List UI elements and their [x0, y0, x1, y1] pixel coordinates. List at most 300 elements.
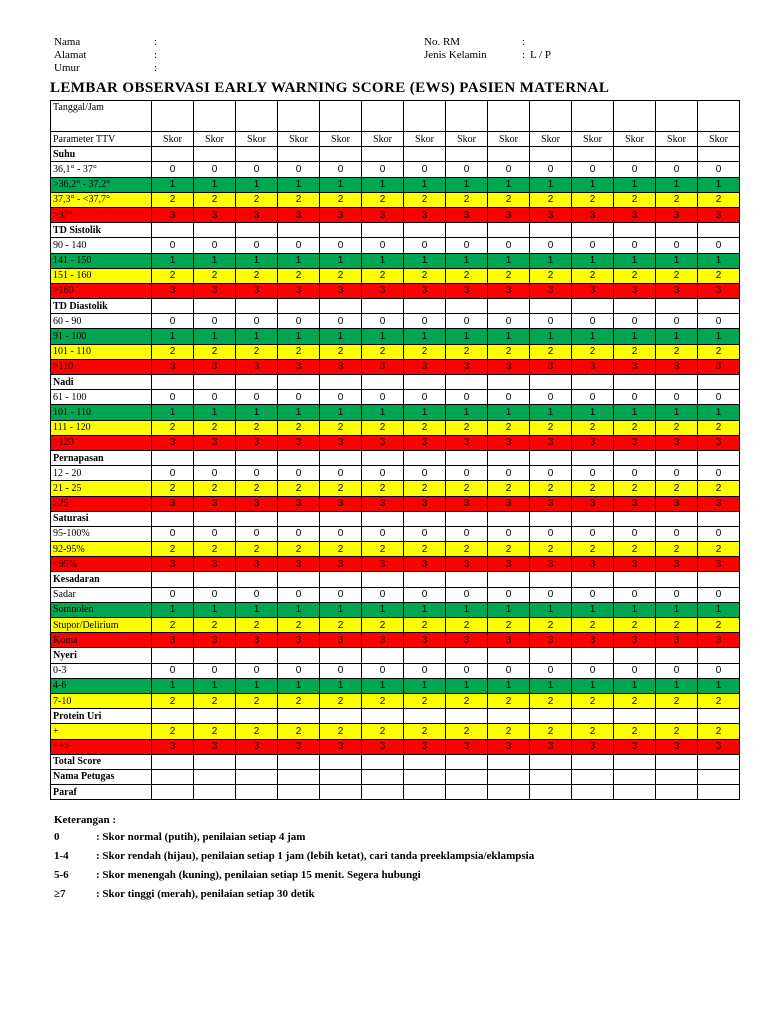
score-cell[interactable]: 3 — [656, 283, 698, 298]
score-cell[interactable]: 3 — [236, 207, 278, 222]
score-cell[interactable]: 2 — [194, 724, 236, 739]
score-cell[interactable]: 3 — [404, 359, 446, 374]
score-cell[interactable]: 3 — [152, 633, 194, 648]
score-cell[interactable]: 0 — [320, 162, 362, 177]
score-cell[interactable]: 2 — [572, 268, 614, 283]
score-cell[interactable]: 0 — [572, 587, 614, 602]
score-cell[interactable]: 1 — [236, 329, 278, 344]
date-entry-cell[interactable] — [278, 101, 320, 132]
score-cell[interactable]: 0 — [698, 587, 740, 602]
score-cell[interactable]: 3 — [236, 557, 278, 572]
score-cell[interactable]: 1 — [404, 253, 446, 268]
score-cell[interactable]: 1 — [362, 253, 404, 268]
score-cell[interactable]: 2 — [530, 192, 572, 207]
score-cell[interactable]: 2 — [530, 618, 572, 633]
score-cell[interactable]: 0 — [152, 314, 194, 329]
score-cell[interactable]: 2 — [656, 192, 698, 207]
score-cell[interactable]: 1 — [698, 177, 740, 192]
score-cell[interactable]: 2 — [488, 542, 530, 557]
score-cell[interactable]: 0 — [362, 466, 404, 481]
score-cell[interactable]: 1 — [236, 602, 278, 617]
score-cell[interactable]: 2 — [320, 724, 362, 739]
score-cell[interactable]: 1 — [572, 253, 614, 268]
score-cell[interactable]: 3 — [530, 633, 572, 648]
score-cell[interactable]: 1 — [194, 602, 236, 617]
date-entry-cell[interactable] — [656, 101, 698, 132]
score-cell[interactable]: 3 — [404, 207, 446, 222]
score-cell[interactable]: 0 — [530, 526, 572, 541]
score-cell[interactable]: 3 — [530, 496, 572, 511]
score-cell[interactable]: 1 — [656, 602, 698, 617]
score-cell[interactable]: 1 — [488, 329, 530, 344]
score-cell[interactable]: 0 — [656, 390, 698, 405]
score-cell[interactable]: 2 — [404, 268, 446, 283]
score-cell[interactable]: 3 — [236, 435, 278, 450]
score-cell[interactable]: 3 — [446, 359, 488, 374]
score-cell[interactable]: 2 — [362, 192, 404, 207]
score-cell[interactable]: 3 — [278, 633, 320, 648]
score-cell[interactable]: 2 — [698, 420, 740, 435]
score-cell[interactable]: 3 — [446, 207, 488, 222]
score-cell[interactable]: 1 — [320, 602, 362, 617]
score-cell[interactable]: 3 — [614, 359, 656, 374]
score-cell[interactable]: 2 — [614, 481, 656, 496]
score-cell[interactable]: 0 — [194, 466, 236, 481]
score-cell[interactable]: 3 — [194, 496, 236, 511]
score-cell[interactable]: 2 — [362, 542, 404, 557]
score-cell[interactable]: 2 — [446, 618, 488, 633]
score-cell[interactable]: 2 — [488, 618, 530, 633]
score-cell[interactable]: 2 — [194, 481, 236, 496]
score-cell[interactable]: 3 — [698, 496, 740, 511]
score-cell[interactable]: 2 — [488, 724, 530, 739]
score-cell[interactable]: 0 — [656, 314, 698, 329]
score-cell[interactable]: 3 — [614, 435, 656, 450]
score-cell[interactable]: 2 — [698, 268, 740, 283]
score-cell[interactable]: 3 — [404, 633, 446, 648]
score-cell[interactable]: 2 — [446, 481, 488, 496]
score-cell[interactable]: 0 — [488, 238, 530, 253]
date-entry-cell[interactable] — [152, 101, 194, 132]
score-cell[interactable]: 1 — [320, 405, 362, 420]
entry-cell[interactable] — [698, 754, 740, 769]
score-cell[interactable]: 0 — [572, 314, 614, 329]
score-cell[interactable]: 2 — [152, 618, 194, 633]
entry-cell[interactable] — [362, 754, 404, 769]
score-cell[interactable]: 1 — [530, 177, 572, 192]
score-cell[interactable]: 3 — [320, 496, 362, 511]
score-cell[interactable]: 3 — [530, 435, 572, 450]
score-cell[interactable]: 3 — [320, 283, 362, 298]
score-cell[interactable]: 2 — [404, 481, 446, 496]
score-cell[interactable]: 2 — [278, 693, 320, 708]
entry-cell[interactable] — [698, 769, 740, 784]
score-cell[interactable]: 2 — [404, 344, 446, 359]
entry-cell[interactable] — [446, 769, 488, 784]
score-cell[interactable]: 3 — [488, 359, 530, 374]
score-cell[interactable]: 2 — [698, 192, 740, 207]
score-cell[interactable]: 3 — [278, 739, 320, 754]
score-cell[interactable]: 3 — [362, 739, 404, 754]
entry-cell[interactable] — [278, 785, 320, 800]
score-cell[interactable]: 3 — [656, 557, 698, 572]
score-cell[interactable]: 1 — [530, 329, 572, 344]
score-cell[interactable]: 2 — [194, 542, 236, 557]
entry-cell[interactable] — [236, 785, 278, 800]
score-cell[interactable]: 3 — [446, 435, 488, 450]
score-cell[interactable]: 1 — [656, 405, 698, 420]
date-entry-cell[interactable] — [698, 101, 740, 132]
score-cell[interactable]: 1 — [362, 177, 404, 192]
score-cell[interactable]: 2 — [278, 268, 320, 283]
score-cell[interactable]: 1 — [152, 329, 194, 344]
score-cell[interactable]: 3 — [488, 557, 530, 572]
score-cell[interactable]: 1 — [194, 329, 236, 344]
score-cell[interactable]: 1 — [614, 329, 656, 344]
score-cell[interactable]: 3 — [194, 557, 236, 572]
score-cell[interactable]: 1 — [446, 253, 488, 268]
score-cell[interactable]: 2 — [404, 542, 446, 557]
score-cell[interactable]: 1 — [530, 253, 572, 268]
score-cell[interactable]: 3 — [278, 435, 320, 450]
score-cell[interactable]: 2 — [614, 192, 656, 207]
date-entry-cell[interactable] — [362, 101, 404, 132]
score-cell[interactable]: 2 — [194, 192, 236, 207]
score-cell[interactable]: 0 — [446, 466, 488, 481]
score-cell[interactable]: 0 — [614, 162, 656, 177]
score-cell[interactable]: 1 — [488, 253, 530, 268]
score-cell[interactable]: 2 — [362, 268, 404, 283]
score-cell[interactable]: 2 — [488, 192, 530, 207]
score-cell[interactable]: 2 — [530, 481, 572, 496]
score-cell[interactable]: 1 — [152, 253, 194, 268]
score-cell[interactable]: 0 — [572, 526, 614, 541]
score-cell[interactable]: 2 — [446, 542, 488, 557]
score-cell[interactable]: 3 — [656, 633, 698, 648]
score-cell[interactable]: 1 — [236, 177, 278, 192]
score-cell[interactable]: 1 — [278, 177, 320, 192]
score-cell[interactable]: 1 — [152, 602, 194, 617]
score-cell[interactable]: 2 — [362, 344, 404, 359]
entry-cell[interactable] — [530, 754, 572, 769]
score-cell[interactable]: 0 — [194, 162, 236, 177]
score-cell[interactable]: 3 — [236, 359, 278, 374]
entry-cell[interactable] — [614, 785, 656, 800]
score-cell[interactable]: 1 — [488, 405, 530, 420]
score-cell[interactable]: 1 — [152, 177, 194, 192]
score-cell[interactable]: 2 — [488, 481, 530, 496]
score-cell[interactable]: 2 — [446, 420, 488, 435]
score-cell[interactable]: 2 — [656, 481, 698, 496]
entry-cell[interactable] — [320, 785, 362, 800]
score-cell[interactable]: 2 — [320, 693, 362, 708]
score-cell[interactable]: 3 — [152, 739, 194, 754]
score-cell[interactable]: 2 — [152, 724, 194, 739]
score-cell[interactable]: 0 — [236, 587, 278, 602]
score-cell[interactable]: 0 — [530, 587, 572, 602]
score-cell[interactable]: 2 — [698, 481, 740, 496]
score-cell[interactable]: 1 — [404, 177, 446, 192]
score-cell[interactable]: 1 — [278, 678, 320, 693]
score-cell[interactable]: 3 — [194, 359, 236, 374]
score-cell[interactable]: 2 — [320, 192, 362, 207]
score-cell[interactable]: 2 — [572, 618, 614, 633]
score-cell[interactable]: 0 — [152, 663, 194, 678]
score-cell[interactable]: 2 — [194, 693, 236, 708]
score-cell[interactable]: 1 — [614, 253, 656, 268]
entry-cell[interactable] — [194, 754, 236, 769]
score-cell[interactable]: 0 — [488, 162, 530, 177]
score-cell[interactable]: 2 — [152, 693, 194, 708]
score-cell[interactable]: 3 — [488, 283, 530, 298]
score-cell[interactable]: 0 — [446, 526, 488, 541]
score-cell[interactable]: 0 — [236, 238, 278, 253]
score-cell[interactable]: 3 — [362, 496, 404, 511]
score-cell[interactable]: 3 — [698, 283, 740, 298]
score-cell[interactable]: 0 — [698, 390, 740, 405]
score-cell[interactable]: 0 — [404, 162, 446, 177]
score-cell[interactable]: 2 — [488, 344, 530, 359]
score-cell[interactable]: 1 — [698, 329, 740, 344]
entry-cell[interactable] — [320, 769, 362, 784]
score-cell[interactable]: 1 — [698, 253, 740, 268]
entry-cell[interactable] — [488, 785, 530, 800]
score-cell[interactable]: 2 — [404, 693, 446, 708]
score-cell[interactable]: 0 — [278, 238, 320, 253]
score-cell[interactable]: 1 — [320, 329, 362, 344]
score-cell[interactable]: 2 — [362, 693, 404, 708]
score-cell[interactable]: 2 — [236, 693, 278, 708]
score-cell[interactable]: 1 — [320, 678, 362, 693]
score-cell[interactable]: 2 — [320, 542, 362, 557]
score-cell[interactable]: 0 — [236, 663, 278, 678]
score-cell[interactable]: 1 — [404, 602, 446, 617]
score-cell[interactable]: 3 — [488, 496, 530, 511]
score-cell[interactable]: 0 — [698, 314, 740, 329]
score-cell[interactable]: 3 — [236, 283, 278, 298]
score-cell[interactable]: 1 — [614, 678, 656, 693]
entry-cell[interactable] — [656, 769, 698, 784]
score-cell[interactable]: 0 — [614, 526, 656, 541]
score-cell[interactable]: 3 — [194, 435, 236, 450]
score-cell[interactable]: 3 — [152, 359, 194, 374]
score-cell[interactable]: 2 — [698, 724, 740, 739]
score-cell[interactable]: 3 — [194, 207, 236, 222]
date-entry-cell[interactable] — [404, 101, 446, 132]
score-cell[interactable]: 3 — [278, 283, 320, 298]
score-cell[interactable]: 3 — [362, 633, 404, 648]
score-cell[interactable]: 2 — [446, 344, 488, 359]
score-cell[interactable]: 3 — [614, 283, 656, 298]
score-cell[interactable]: 3 — [446, 739, 488, 754]
score-cell[interactable]: 3 — [278, 496, 320, 511]
score-cell[interactable]: 3 — [488, 207, 530, 222]
score-cell[interactable]: 3 — [614, 557, 656, 572]
score-cell[interactable]: 1 — [320, 177, 362, 192]
score-cell[interactable]: 3 — [572, 557, 614, 572]
entry-cell[interactable] — [278, 754, 320, 769]
score-cell[interactable]: 3 — [236, 633, 278, 648]
score-cell[interactable]: 0 — [530, 162, 572, 177]
score-cell[interactable]: 3 — [320, 359, 362, 374]
score-cell[interactable]: 0 — [362, 663, 404, 678]
score-cell[interactable]: 2 — [614, 693, 656, 708]
score-cell[interactable]: 0 — [614, 314, 656, 329]
score-cell[interactable]: 0 — [362, 314, 404, 329]
score-cell[interactable]: 1 — [446, 678, 488, 693]
entry-cell[interactable] — [152, 769, 194, 784]
entry-cell[interactable] — [152, 785, 194, 800]
score-cell[interactable]: 0 — [698, 466, 740, 481]
score-cell[interactable]: 2 — [236, 420, 278, 435]
score-cell[interactable]: 3 — [404, 496, 446, 511]
score-cell[interactable]: 3 — [572, 207, 614, 222]
score-cell[interactable]: 1 — [320, 253, 362, 268]
score-cell[interactable]: 3 — [320, 739, 362, 754]
score-cell[interactable]: 1 — [404, 329, 446, 344]
score-cell[interactable]: 2 — [320, 481, 362, 496]
score-cell[interactable]: 2 — [446, 192, 488, 207]
score-cell[interactable]: 0 — [698, 238, 740, 253]
score-cell[interactable]: 0 — [614, 587, 656, 602]
score-cell[interactable]: 0 — [404, 587, 446, 602]
score-cell[interactable]: 0 — [278, 587, 320, 602]
entry-cell[interactable] — [446, 754, 488, 769]
score-cell[interactable]: 3 — [446, 557, 488, 572]
score-cell[interactable]: 0 — [530, 663, 572, 678]
score-cell[interactable]: 1 — [194, 253, 236, 268]
score-cell[interactable]: 3 — [572, 496, 614, 511]
score-cell[interactable]: 3 — [530, 207, 572, 222]
score-cell[interactable]: 0 — [572, 663, 614, 678]
score-cell[interactable]: 2 — [320, 268, 362, 283]
score-cell[interactable]: 0 — [614, 663, 656, 678]
score-cell[interactable]: 0 — [278, 314, 320, 329]
score-cell[interactable]: 0 — [152, 390, 194, 405]
score-cell[interactable]: 2 — [236, 481, 278, 496]
score-cell[interactable]: 1 — [572, 177, 614, 192]
score-cell[interactable]: 0 — [656, 238, 698, 253]
score-cell[interactable]: 2 — [698, 542, 740, 557]
score-cell[interactable]: 0 — [698, 663, 740, 678]
score-cell[interactable]: 0 — [194, 390, 236, 405]
score-cell[interactable]: 3 — [152, 435, 194, 450]
score-cell[interactable]: 0 — [698, 162, 740, 177]
score-cell[interactable]: 1 — [404, 405, 446, 420]
score-cell[interactable]: 2 — [278, 618, 320, 633]
score-cell[interactable]: 2 — [278, 420, 320, 435]
score-cell[interactable]: 0 — [488, 526, 530, 541]
score-cell[interactable]: 0 — [194, 314, 236, 329]
score-cell[interactable]: 0 — [698, 526, 740, 541]
entry-cell[interactable] — [404, 785, 446, 800]
score-cell[interactable]: 3 — [362, 435, 404, 450]
score-cell[interactable]: 3 — [404, 557, 446, 572]
score-cell[interactable]: 0 — [488, 314, 530, 329]
score-cell[interactable]: 2 — [572, 542, 614, 557]
score-cell[interactable]: 0 — [446, 238, 488, 253]
score-cell[interactable]: 0 — [278, 162, 320, 177]
score-cell[interactable]: 3 — [320, 557, 362, 572]
score-cell[interactable]: 3 — [446, 283, 488, 298]
score-cell[interactable]: 3 — [362, 283, 404, 298]
entry-cell[interactable] — [278, 769, 320, 784]
score-cell[interactable]: 0 — [236, 314, 278, 329]
score-cell[interactable]: 0 — [320, 314, 362, 329]
score-cell[interactable]: 3 — [614, 207, 656, 222]
score-cell[interactable]: 0 — [404, 314, 446, 329]
date-entry-cell[interactable] — [236, 101, 278, 132]
score-cell[interactable]: 3 — [572, 633, 614, 648]
score-cell[interactable]: 1 — [572, 405, 614, 420]
score-cell[interactable]: 0 — [530, 238, 572, 253]
score-cell[interactable]: 3 — [530, 359, 572, 374]
score-cell[interactable]: 3 — [530, 557, 572, 572]
score-cell[interactable]: 2 — [194, 618, 236, 633]
score-cell[interactable]: 2 — [362, 481, 404, 496]
score-cell[interactable]: 2 — [152, 192, 194, 207]
score-cell[interactable]: 0 — [656, 587, 698, 602]
score-cell[interactable]: 2 — [152, 420, 194, 435]
score-cell[interactable]: 0 — [404, 466, 446, 481]
score-cell[interactable]: 3 — [656, 496, 698, 511]
score-cell[interactable]: 2 — [698, 618, 740, 633]
score-cell[interactable]: 0 — [278, 663, 320, 678]
score-cell[interactable]: 3 — [404, 435, 446, 450]
score-cell[interactable]: 2 — [236, 344, 278, 359]
entry-cell[interactable] — [194, 785, 236, 800]
score-cell[interactable]: 1 — [614, 405, 656, 420]
score-cell[interactable]: 2 — [656, 693, 698, 708]
score-cell[interactable]: 0 — [530, 390, 572, 405]
score-cell[interactable]: 1 — [614, 602, 656, 617]
score-cell[interactable]: 2 — [362, 420, 404, 435]
score-cell[interactable]: 2 — [404, 724, 446, 739]
entry-cell[interactable] — [614, 769, 656, 784]
score-cell[interactable]: 1 — [236, 253, 278, 268]
score-cell[interactable]: 1 — [698, 405, 740, 420]
score-cell[interactable]: 1 — [362, 678, 404, 693]
score-cell[interactable]: 1 — [236, 678, 278, 693]
score-cell[interactable]: 3 — [572, 739, 614, 754]
score-cell[interactable]: 0 — [236, 390, 278, 405]
score-cell[interactable]: 1 — [362, 329, 404, 344]
score-cell[interactable]: 2 — [446, 693, 488, 708]
score-cell[interactable]: 2 — [278, 192, 320, 207]
score-cell[interactable]: 3 — [194, 283, 236, 298]
score-cell[interactable]: 1 — [362, 405, 404, 420]
score-cell[interactable]: 0 — [656, 663, 698, 678]
score-cell[interactable]: 0 — [572, 238, 614, 253]
score-cell[interactable]: 3 — [698, 633, 740, 648]
score-cell[interactable]: 3 — [404, 283, 446, 298]
score-cell[interactable]: 2 — [698, 344, 740, 359]
score-cell[interactable]: 1 — [446, 329, 488, 344]
score-cell[interactable]: 2 — [194, 268, 236, 283]
score-cell[interactable]: 2 — [278, 724, 320, 739]
score-cell[interactable]: 3 — [698, 435, 740, 450]
entry-cell[interactable] — [572, 769, 614, 784]
score-cell[interactable]: 2 — [320, 618, 362, 633]
entry-cell[interactable] — [572, 785, 614, 800]
score-cell[interactable]: 2 — [404, 192, 446, 207]
score-cell[interactable]: 3 — [194, 633, 236, 648]
score-cell[interactable]: 2 — [614, 420, 656, 435]
score-cell[interactable]: 2 — [572, 192, 614, 207]
score-cell[interactable]: 0 — [656, 162, 698, 177]
score-cell[interactable]: 3 — [404, 739, 446, 754]
score-cell[interactable]: 1 — [656, 253, 698, 268]
